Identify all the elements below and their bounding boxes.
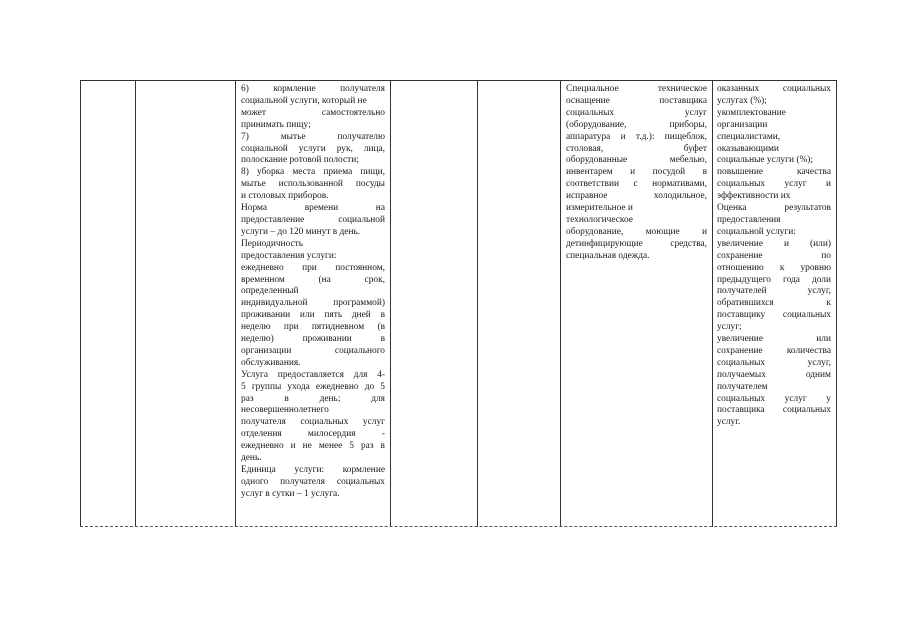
- text-line: получателей услуг,: [717, 286, 831, 297]
- text-line: оказанных социальных: [717, 84, 831, 94]
- text-line: ежедневно при постоянном,: [241, 262, 385, 273]
- text-line: сохранение количества: [717, 345, 831, 356]
- text-line: социальных услуг и: [717, 179, 831, 190]
- text-line: индивидуальной программой): [241, 298, 385, 309]
- text-line: Единица услуги: кормление: [241, 465, 385, 475]
- text-line: социальных услуг у: [717, 393, 831, 404]
- text-line: услугах (%);: [717, 95, 767, 106]
- document-table: [80, 80, 837, 527]
- column-divider: [477, 80, 478, 527]
- text-line: услуг;: [717, 322, 742, 333]
- text-line: может самостоятельно: [241, 107, 385, 118]
- text-line: Норма времени на: [241, 203, 385, 214]
- text-line: услуг.: [717, 417, 741, 428]
- text-line: детинфицирующие средства,: [566, 238, 707, 249]
- text-line: оборудованные мебелью,: [566, 155, 707, 166]
- table-border-right: [836, 80, 837, 527]
- text-line: неделю при пятидневном (в: [241, 322, 385, 333]
- text-line: сохранение по: [717, 250, 831, 261]
- text-line: отношению к уровню: [717, 262, 831, 273]
- text-line: отделения милосердия -: [241, 429, 385, 440]
- text-line: 8) уборка места приема пищи,: [241, 167, 385, 178]
- text-line: увеличение и (или): [717, 238, 831, 249]
- text-line: предыдущего года доли: [717, 274, 831, 285]
- text-line: укомплектование: [717, 107, 786, 118]
- text-line: организации социального: [241, 345, 385, 356]
- text-line: получаемых одним: [717, 369, 831, 380]
- text-line: социальные услуги (%);: [717, 155, 813, 166]
- text-line: технологическое: [566, 214, 633, 225]
- text-line: одного получателя социальных: [241, 476, 385, 487]
- text-line: получателем: [717, 381, 768, 392]
- text-line: полоскание ротовой полости;: [241, 155, 359, 166]
- text-line: раз в день; для: [241, 393, 385, 404]
- column-divider: [235, 80, 236, 527]
- table-border-bottom: [80, 526, 837, 527]
- text-line: проживании или пять дней в: [241, 310, 385, 321]
- text-line: столовая, буфет: [566, 143, 707, 154]
- text-line: Специальное техническое: [566, 84, 707, 94]
- text-line: социальной услуги рук, лица,: [241, 143, 385, 154]
- text-line: оказывающими: [717, 143, 779, 154]
- text-line: услуги – до 120 минут в день.: [241, 226, 361, 237]
- service-conditions-cell: [566, 84, 707, 263]
- text-line: определенный: [241, 286, 299, 297]
- text-line: оборудование, моющие и: [566, 226, 707, 237]
- text-line: принимать пищу;: [241, 119, 311, 130]
- text-line: оснащение поставщика: [566, 95, 707, 106]
- text-line: специалистами,: [717, 131, 781, 142]
- table-border-left: [80, 80, 81, 527]
- text-line: услуг в сутки – 1 услуга.: [241, 488, 340, 499]
- column-divider: [390, 80, 391, 527]
- text-line: день.: [241, 453, 262, 464]
- text-line: 7) мытье получателю: [241, 131, 385, 142]
- text-line: поставщику социальных: [717, 310, 831, 321]
- text-line: Оценка результатов: [717, 203, 831, 214]
- text-line: получателя социальных услуг: [241, 417, 385, 428]
- text-line: повышение качества: [717, 167, 831, 178]
- text-line: предоставления: [717, 214, 781, 225]
- text-line: социальной услуги:: [717, 226, 796, 237]
- text-line: социальных услуг,: [717, 357, 831, 368]
- text-line: 5 группы ухода ежедневно до 5: [241, 381, 385, 392]
- text-line: обратившихся к: [717, 298, 831, 309]
- text-line: Услуга предоставляется для 4-: [241, 369, 385, 380]
- text-line: 6) кормление получателя: [241, 84, 385, 94]
- text-line: неделю) проживании в: [241, 334, 385, 345]
- text-line: обслуживания.: [241, 357, 301, 368]
- text-line: специальная одежда.: [566, 250, 650, 261]
- text-line: временном (на срок,: [241, 274, 385, 285]
- text-line: поставщика социальных: [717, 405, 831, 416]
- text-line: предоставления услуги:: [241, 250, 337, 261]
- quality-indicators-cell: [717, 84, 831, 429]
- text-line: социальных услуг: [566, 107, 707, 118]
- text-line: ежедневно и не менее 5 раз в: [241, 441, 385, 452]
- text-line: измерительное и: [566, 203, 633, 214]
- service-description-cell: [241, 84, 385, 501]
- column-divider: [712, 80, 713, 527]
- text-line: аппаратура и т.д.): пищеблок,: [566, 131, 707, 142]
- text-line: несовершеннолетнего: [241, 405, 329, 416]
- text-line: организации: [717, 119, 768, 130]
- text-line: предоставление социальной: [241, 214, 385, 225]
- text-line: инвентарем и посудой в: [566, 167, 707, 178]
- text-line: увеличение или: [717, 334, 831, 345]
- text-line: эффективности их: [717, 191, 791, 202]
- text-line: Периодичность: [241, 238, 304, 249]
- text-line: мытье использованной посуды: [241, 179, 385, 190]
- table-border-top: [80, 80, 837, 81]
- column-divider: [560, 80, 561, 527]
- column-divider: [135, 80, 136, 527]
- text-line: исправное холодильное,: [566, 191, 707, 202]
- text-line: социальной услуги, который не: [241, 95, 367, 106]
- text-line: (оборудование, приборы,: [566, 119, 707, 130]
- text-line: соответствии с нормативами,: [566, 179, 707, 190]
- text-line: и столовых приборов.: [241, 191, 329, 202]
